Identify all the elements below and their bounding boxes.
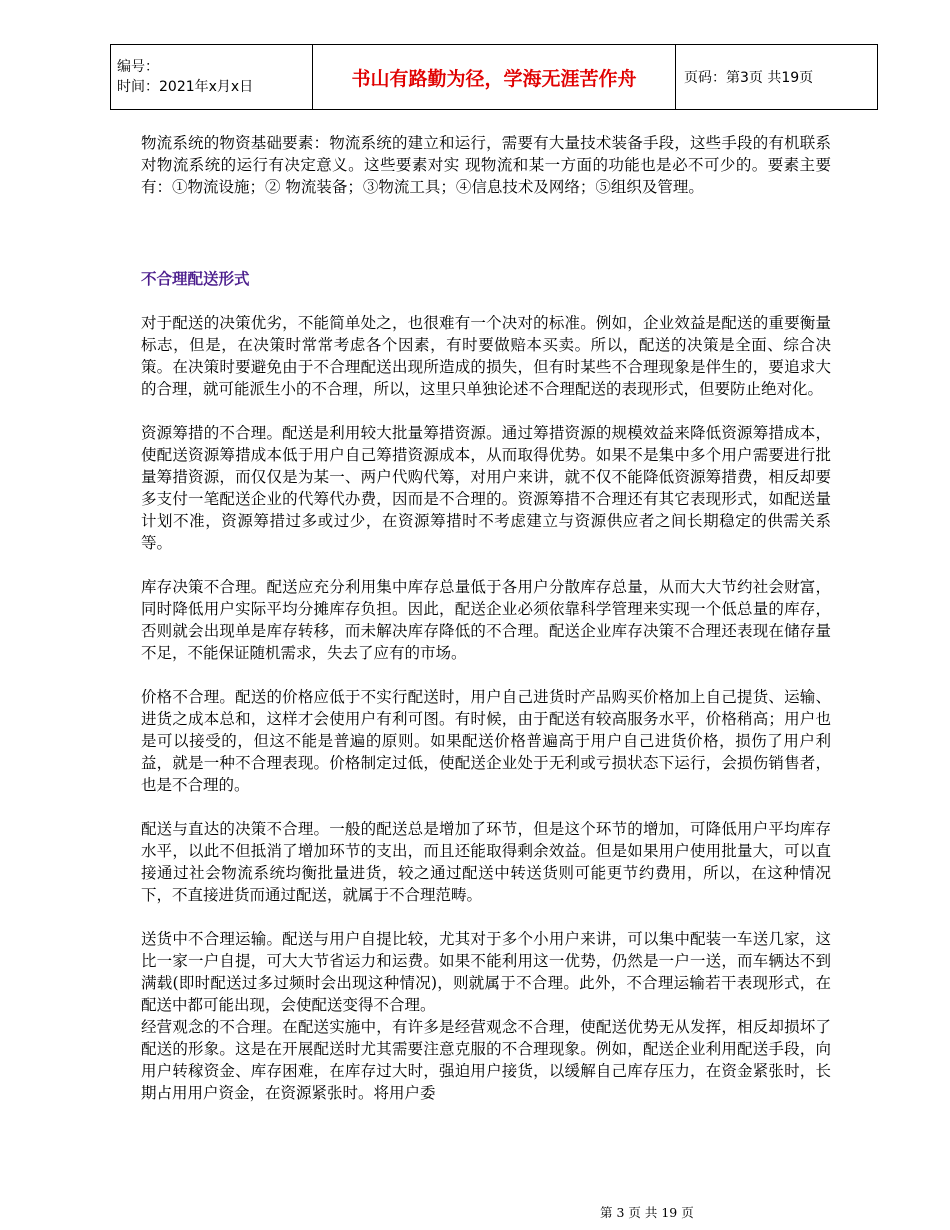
page-footer: 第 3 页 共 19 页 [600,1205,694,1220]
header-meta-cell [111,45,313,110]
paragraph-resource: 资源筹措的不合理。配送是利用较大批量筹措资源。通过筹措资源的规模效益来降低资源筹措成本，使配送资源筹措成本低于用户自己筹措资源成本，从而取得优势。如果不是集中多个用户需要进行批量筹措资源，而仅仅是为某一、两户代购代筹，对用户来讲，就不仅不能降低资源筹措费，相反却要多支付一笔配送企业的代筹代办费，因而是不合理的。资源筹措不合理还有其它表现形式，如配送量计划不准，资源筹措过多或过少，在资源筹措时不考虑建立与资源供应者之间长期稳定的供需关系等。 [141,424,831,552]
page-header [110,44,878,110]
paragraph-decision: 对于配送的决策优劣，不能简单处之，也很难有一个决对的标准。例如，企业效益是配送的重要衡量标志，但是，在决策时常常考虑各个因素，有时要做赔本买卖。所以，配送的决策是全面、综合决策。在决策时要避免由于不合理配送出现所造成的损失，但有时某些不合理现象是伴生的，要追求大的合理，就可能派生小的不合理，所以，这里只单独论述不合理配送的表现形式，但要防止绝对化。 [141,314,831,398]
doc-time-label: 时间：2021年x月x日 [117,79,254,95]
paragraph-concept: 经营观念的不合理。在配送实施中，有许多是经营观念不合理，使配送优势无从发挥，相反却损坏了配送的形象。这是在开展配送时尤其需要注意克服的不合理现象。例如，配送企业利用配送手段，向用户转稼资金、库存困难，在库存过大时，强迫用户接货，以缓解自己库存压力，在资金紧张时，长期占用用户资金，在资源紧张时。将用户委 [141,1018,831,1102]
paragraph-transport: 送货中不合理运输。配送与用户自提比较，尤其对于多个小用户来讲，可以集中配装一车送几家，这比一家一户自提，可大大节省运力和运费。如果不能利用这一优势，仍然是一户一送，而车辆达不到满载(即时配送过多过频时会出现这种情况)，则就属于不合理。此外，不合理运输若干表现形式，在配送中都可能出现，会使配送变得不合理。 [141,930,831,1014]
paragraph-price: 价格不合理。配送的价格应低于不实行配送时，用户自己进货时产品购买价格加上自己提货、运输、进货之成本总和，这样才会使用户有利可图。有时候，由于配送有较高服务水平，价格稍高；用户也是可以接受的，但这不能是普遍的原则。如果配送价格普遍高于用户自己进货价格，损伤了用户利益，就是一种不合理表现。价格制定过低，使配送企业处于无利或亏损状态下运行，会损伤销售者，也是不合理的。 [141,688,831,794]
header-page-info: 页码：第3页 共19页 [676,45,878,110]
paragraph-direct: 配送与直达的决策不合理。一般的配送总是增加了环节，但是这个环节的增加，可降低用户平均库存水平，以此不但抵消了增加环节的支出，而且还能取得剩余效益。但是如果用户使用批量大，可以直接通过社会物流系统均衡批量进货，较之通过配送中转送货则可能更节约费用，所以，在这种情况下，不直接进货而通过配送，就属于不合理范畴。 [141,820,831,904]
section-heading: 不合理配送形式 [141,270,250,288]
paragraph-inventory: 库存决策不合理。配送应充分利用集中库存总量低于各用户分散库存总量，从而大大节约社会财富，同时降低用户实际平均分摊库存负担。因此，配送企业必须依靠科学管理来实现一个低总量的库存，否则就会出现单是库存转移，而未解决库存降低的不合理。配送企业库存决策不合理还表现在储存量不足，不能保证随机需求，失去了应有的市场。 [141,578,831,662]
intro-paragraph: 物流系统的物资基础要素：物流系统的建立和运行，需要有大量技术装备手段，这些手段的有机联系对物流系统的运行有决定意义。这些要素对实 现物流和某一方面的功能也是必不可少的。要素主要有：①物流设施；② 物流装备；③物流工具；④信息技术及网络；⑤组织及管理。 [141,134,831,196]
header-motto: 书山有路勤为径，学海无涯苦作舟 [313,45,676,110]
doc-number-label: 编号： [117,59,159,75]
document-body [141,132,831,1104]
